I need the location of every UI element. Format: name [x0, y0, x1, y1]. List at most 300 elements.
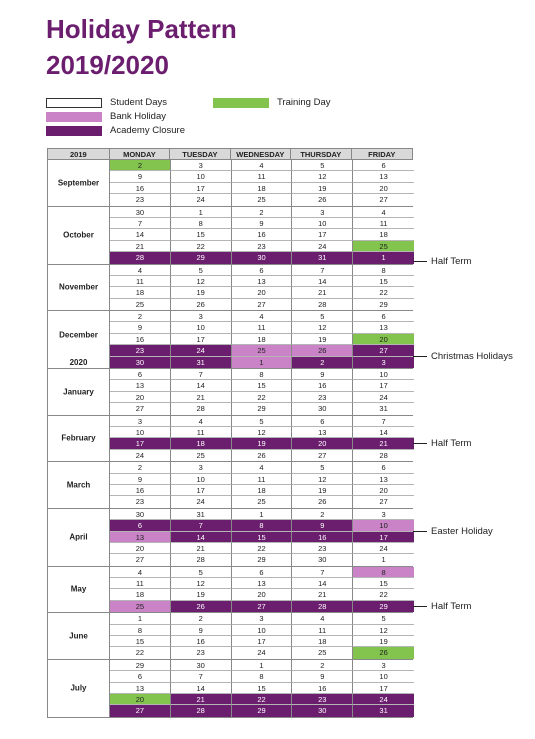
day-cell: 7: [292, 567, 353, 578]
week-row: [110, 705, 414, 716]
week-row: [110, 287, 414, 298]
week-row: [110, 241, 414, 252]
day-cell: 29: [232, 705, 293, 716]
day-cell: 31: [292, 252, 353, 263]
day-cell: 11: [232, 322, 293, 333]
day-cell: 4: [110, 567, 171, 578]
day-cell: 6: [110, 520, 171, 531]
day-cell: 24: [292, 241, 353, 252]
day-cell: 31: [171, 357, 232, 368]
day-cell: 16: [110, 183, 171, 194]
day-cell: 22: [110, 647, 171, 658]
day-cell: 6: [232, 265, 293, 276]
student-days-swatch: [46, 98, 102, 108]
day-cell: 2: [292, 357, 353, 368]
day-cell: 29: [353, 601, 414, 612]
week-row: [110, 543, 414, 554]
day-cell: 8: [353, 265, 414, 276]
header-monday: MONDAY: [110, 149, 170, 159]
day-cell: 11: [353, 218, 414, 229]
day-cell: 8: [171, 218, 232, 229]
day-cell: 5: [232, 416, 293, 427]
day-cell: 26: [292, 345, 353, 356]
calendar-header-row: [47, 148, 413, 160]
annotation-half-term-february: [413, 437, 471, 449]
day-cell: 2: [292, 509, 353, 520]
day-cell: 6: [353, 462, 414, 473]
day-cell: 30: [171, 660, 232, 671]
month-block-october: [47, 207, 413, 265]
day-cell: 29: [110, 660, 171, 671]
day-cell: 21: [171, 694, 232, 705]
day-cell: 11: [232, 171, 293, 182]
day-cell: 24: [232, 647, 293, 658]
day-cell: 30: [110, 509, 171, 520]
day-cell: 15: [353, 276, 414, 287]
day-cell: 15: [353, 578, 414, 589]
week-row: [110, 578, 414, 589]
month-name: October: [63, 230, 94, 240]
page-subtitle-year: 2019/2020: [46, 50, 169, 80]
day-cell: 6: [353, 160, 414, 171]
day-cell: 3: [171, 311, 232, 322]
day-cell: 17: [110, 438, 171, 449]
day-cell: 13: [353, 474, 414, 485]
day-cell: 19: [292, 334, 353, 345]
month-label-cell: [48, 660, 110, 717]
day-cell: 10: [353, 520, 414, 531]
day-cell: 22: [353, 589, 414, 600]
month-label-cell: [48, 369, 110, 415]
day-cell: 1: [110, 613, 171, 624]
day-cell: 2: [171, 613, 232, 624]
week-row: [110, 369, 414, 380]
day-cell: 7: [171, 369, 232, 380]
day-cell: 16: [171, 636, 232, 647]
day-cell: 18: [232, 183, 293, 194]
day-cell: 14: [353, 427, 414, 438]
day-cell: 22: [353, 287, 414, 298]
day-cell: 15: [110, 636, 171, 647]
day-cell: 12: [353, 625, 414, 636]
day-cell: 5: [292, 311, 353, 322]
day-cell: 11: [292, 625, 353, 636]
day-cell: 26: [171, 601, 232, 612]
annotation-half-term-october: [413, 255, 471, 267]
day-cell: 27: [232, 299, 293, 310]
day-cell: 21: [110, 241, 171, 252]
page-title: Holiday Pattern: [46, 14, 237, 44]
day-cell: 14: [171, 380, 232, 391]
bank-holiday-swatch: [46, 112, 102, 122]
day-cell: 12: [171, 276, 232, 287]
week-row: [110, 345, 414, 356]
week-row: [110, 660, 414, 671]
day-cell: 2: [110, 160, 171, 171]
day-cell: 3: [353, 660, 414, 671]
legend-student-days-label: Student Days: [110, 97, 168, 108]
month-label-cell: [48, 462, 110, 508]
day-cell: 14: [292, 276, 353, 287]
day-cell: 25: [171, 450, 232, 461]
day-cell: 27: [353, 345, 414, 356]
day-cell: 9: [110, 322, 171, 333]
day-cell: 30: [292, 403, 353, 414]
day-cell: 5: [292, 160, 353, 171]
month-block-january: [47, 369, 413, 416]
week-row: [110, 322, 414, 333]
week-row: [110, 647, 414, 658]
header-year: 2019: [48, 149, 110, 159]
day-cell: 27: [110, 554, 171, 565]
day-cell: 3: [110, 416, 171, 427]
day-cell: 17: [171, 485, 232, 496]
day-cell: 5: [353, 613, 414, 624]
day-cell: 30: [292, 705, 353, 716]
day-cell: 10: [171, 322, 232, 333]
day-cell: 23: [232, 241, 293, 252]
day-cell: 28: [110, 252, 171, 263]
header-wednesday: WEDNESDAY: [231, 149, 291, 159]
day-cell: 15: [171, 229, 232, 240]
day-cell: 16: [292, 532, 353, 543]
day-cell: 17: [171, 334, 232, 345]
day-cell: 8: [232, 671, 293, 682]
day-cell: 17: [353, 380, 414, 391]
day-cell: 28: [171, 554, 232, 565]
week-row: [110, 403, 414, 414]
week-row: [110, 207, 414, 218]
day-cell: 18: [353, 229, 414, 240]
day-cell: 26: [292, 194, 353, 205]
day-cell: 9: [171, 625, 232, 636]
day-cell: 28: [292, 299, 353, 310]
week-row: [110, 601, 414, 612]
day-cell: 10: [353, 671, 414, 682]
day-cell: 10: [171, 474, 232, 485]
annotation-half-term-may: [413, 600, 471, 612]
month-name: February: [61, 433, 96, 443]
day-cell: 3: [353, 357, 414, 368]
month-name: May: [70, 584, 87, 594]
week-row: [110, 160, 414, 171]
week-row: [110, 334, 414, 345]
week-row: [110, 265, 414, 276]
training-day-swatch: [213, 98, 269, 108]
month-name: December: [59, 330, 98, 340]
day-cell: 23: [171, 647, 232, 658]
day-cell: 28: [171, 403, 232, 414]
month-name: November: [58, 282, 99, 292]
day-cell: 20: [353, 334, 414, 345]
day-cell: 16: [110, 334, 171, 345]
day-cell: 31: [353, 403, 414, 414]
day-cell: 4: [232, 311, 293, 322]
day-cell: 15: [232, 532, 293, 543]
holiday-calendar-table: [47, 148, 413, 718]
week-row: [110, 416, 414, 427]
day-cell: 18: [110, 287, 171, 298]
day-cell: 4: [353, 207, 414, 218]
day-cell: 3: [292, 207, 353, 218]
day-cell: 13: [110, 532, 171, 543]
day-cell: 5: [171, 567, 232, 578]
year-label: 2020: [69, 358, 88, 368]
day-cell: 1: [232, 660, 293, 671]
week-row: [110, 171, 414, 182]
day-cell: 8: [232, 369, 293, 380]
calendar-body: [47, 160, 413, 718]
annotation-connector: [413, 443, 427, 444]
day-cell: 6: [292, 416, 353, 427]
day-cell: 13: [353, 171, 414, 182]
annotation-connector: [413, 356, 427, 357]
day-cell: 20: [232, 287, 293, 298]
week-row: [110, 625, 414, 636]
day-cell: 24: [353, 392, 414, 403]
month-block-september: [47, 160, 413, 207]
week-row: [110, 694, 414, 705]
day-cell: 21: [353, 438, 414, 449]
day-cell: 1: [232, 357, 293, 368]
day-cell: 8: [232, 520, 293, 531]
day-cell: 22: [171, 241, 232, 252]
header-thursday: THURSDAY: [291, 149, 351, 159]
day-cell: 17: [171, 183, 232, 194]
day-cell: 24: [353, 543, 414, 554]
month-label-cell: [48, 509, 110, 566]
day-cell: 2: [110, 311, 171, 322]
month-block-february: [47, 416, 413, 463]
day-cell: 6: [110, 671, 171, 682]
day-cell: 29: [232, 554, 293, 565]
week-row: [110, 520, 414, 531]
annotation-label: Easter Holiday: [431, 525, 493, 537]
day-cell: 25: [232, 194, 293, 205]
month-name: March: [66, 480, 91, 490]
day-cell: 18: [232, 334, 293, 345]
annotation-label: Christmas Holidays: [431, 350, 513, 362]
day-cell: 9: [232, 218, 293, 229]
day-cell: 15: [232, 683, 293, 694]
day-cell: 10: [171, 171, 232, 182]
month-block-november: [47, 265, 413, 312]
day-cell: 20: [292, 438, 353, 449]
day-cell: 22: [232, 543, 293, 554]
day-cell: 28: [171, 705, 232, 716]
legend-training-day: [213, 97, 331, 108]
annotation-label: Half Term: [431, 255, 472, 267]
day-cell: 13: [232, 578, 293, 589]
day-cell: 13: [232, 276, 293, 287]
header-tuesday: TUESDAY: [170, 149, 230, 159]
day-cell: 1: [353, 554, 414, 565]
week-row: [110, 683, 414, 694]
month-label-cell: [48, 207, 110, 264]
day-cell: 9: [292, 520, 353, 531]
day-cell: 4: [171, 416, 232, 427]
week-row: [110, 509, 414, 520]
day-cell: 23: [292, 392, 353, 403]
week-row: [110, 183, 414, 194]
week-row: [110, 554, 414, 565]
day-cell: 25: [110, 299, 171, 310]
day-cell: 9: [292, 369, 353, 380]
day-cell: 25: [110, 601, 171, 612]
week-row: [110, 636, 414, 647]
month-name: June: [69, 631, 88, 641]
day-cell: 11: [171, 427, 232, 438]
month-block-march: [47, 462, 413, 509]
week-row: [110, 438, 414, 449]
week-row: [110, 450, 414, 461]
day-cell: 9: [110, 474, 171, 485]
day-cell: 20: [110, 392, 171, 403]
day-cell: 22: [232, 694, 293, 705]
day-cell: 2: [292, 660, 353, 671]
day-cell: 27: [353, 194, 414, 205]
day-cell: 21: [171, 543, 232, 554]
day-cell: 5: [171, 265, 232, 276]
day-cell: 25: [232, 496, 293, 507]
day-cell: 4: [232, 462, 293, 473]
day-cell: 23: [110, 194, 171, 205]
day-cell: 10: [232, 625, 293, 636]
day-cell: 7: [171, 671, 232, 682]
day-cell: 14: [292, 578, 353, 589]
day-cell: 16: [292, 683, 353, 694]
week-row: [110, 589, 414, 600]
day-cell: 26: [292, 496, 353, 507]
month-label-cell: [48, 613, 110, 659]
week-row: [110, 496, 414, 507]
day-cell: 16: [232, 229, 293, 240]
month-label-cell: [48, 416, 110, 462]
day-cell: 10: [292, 218, 353, 229]
day-cell: 4: [292, 613, 353, 624]
month-name: July: [70, 683, 87, 693]
day-cell: 29: [353, 299, 414, 310]
day-cell: 28: [292, 601, 353, 612]
day-cell: 1: [232, 509, 293, 520]
day-cell: 12: [292, 474, 353, 485]
day-cell: 19: [292, 485, 353, 496]
month-name: April: [69, 532, 88, 542]
week-row: [110, 194, 414, 205]
day-cell: 26: [353, 647, 414, 658]
day-cell: 31: [171, 509, 232, 520]
legend-bank-holiday: [46, 111, 166, 122]
day-cell: 24: [171, 345, 232, 356]
day-cell: 8: [353, 567, 414, 578]
day-cell: 18: [110, 589, 171, 600]
day-cell: 3: [171, 462, 232, 473]
day-cell: 27: [292, 450, 353, 461]
day-cell: 23: [292, 543, 353, 554]
week-row: [110, 462, 414, 473]
month-label-cell: [48, 567, 110, 613]
day-cell: 18: [232, 485, 293, 496]
day-cell: 31: [353, 705, 414, 716]
day-cell: 27: [232, 601, 293, 612]
day-cell: 2: [232, 207, 293, 218]
month-label-cell: [48, 311, 110, 368]
day-cell: 21: [292, 589, 353, 600]
day-cell: 23: [110, 345, 171, 356]
day-cell: 19: [232, 438, 293, 449]
day-cell: 4: [232, 160, 293, 171]
month-name: September: [57, 178, 100, 188]
day-cell: 21: [292, 287, 353, 298]
day-cell: 3: [232, 613, 293, 624]
day-cell: 11: [110, 276, 171, 287]
header-friday: FRIDAY: [368, 150, 396, 159]
day-cell: 9: [292, 671, 353, 682]
week-row: [110, 392, 414, 403]
day-cell: 28: [353, 450, 414, 461]
week-row: [110, 613, 414, 624]
day-cell: 10: [110, 427, 171, 438]
day-cell: 3: [353, 509, 414, 520]
month-name: January: [63, 387, 94, 397]
day-cell: 2: [110, 462, 171, 473]
day-cell: 10: [353, 369, 414, 380]
week-row: [110, 218, 414, 229]
day-cell: 20: [232, 589, 293, 600]
day-cell: 27: [110, 705, 171, 716]
day-cell: 27: [110, 403, 171, 414]
day-cell: 12: [292, 171, 353, 182]
week-row: [110, 567, 414, 578]
week-row: [110, 474, 414, 485]
day-cell: 13: [110, 380, 171, 391]
day-cell: 12: [171, 578, 232, 589]
day-cell: 25: [353, 241, 414, 252]
week-row: [110, 485, 414, 496]
day-cell: 27: [353, 496, 414, 507]
day-cell: 6: [110, 369, 171, 380]
week-row: [110, 427, 414, 438]
day-cell: 9: [110, 171, 171, 182]
month-label-cell: [48, 265, 110, 311]
day-cell: 17: [353, 532, 414, 543]
academy-closure-swatch: [46, 126, 102, 136]
legend-student-days: [46, 97, 167, 108]
legend-academy-closure-label: Academy Closure: [110, 125, 185, 136]
week-row: [110, 252, 414, 263]
day-cell: 14: [110, 229, 171, 240]
day-cell: 11: [232, 474, 293, 485]
week-row: [110, 357, 414, 368]
day-cell: 14: [171, 532, 232, 543]
day-cell: 25: [232, 345, 293, 356]
annotation-connector: [413, 606, 427, 607]
day-cell: 12: [292, 322, 353, 333]
day-cell: 19: [171, 287, 232, 298]
day-cell: 15: [232, 380, 293, 391]
day-cell: 25: [292, 647, 353, 658]
day-cell: 18: [292, 636, 353, 647]
day-cell: 6: [232, 567, 293, 578]
week-row: [110, 311, 414, 322]
month-label-cell: [48, 160, 110, 206]
day-cell: 24: [353, 694, 414, 705]
day-cell: 23: [292, 694, 353, 705]
day-cell: 14: [171, 683, 232, 694]
day-cell: 7: [110, 218, 171, 229]
day-cell: 26: [232, 450, 293, 461]
annotation-label: Half Term: [431, 600, 472, 612]
